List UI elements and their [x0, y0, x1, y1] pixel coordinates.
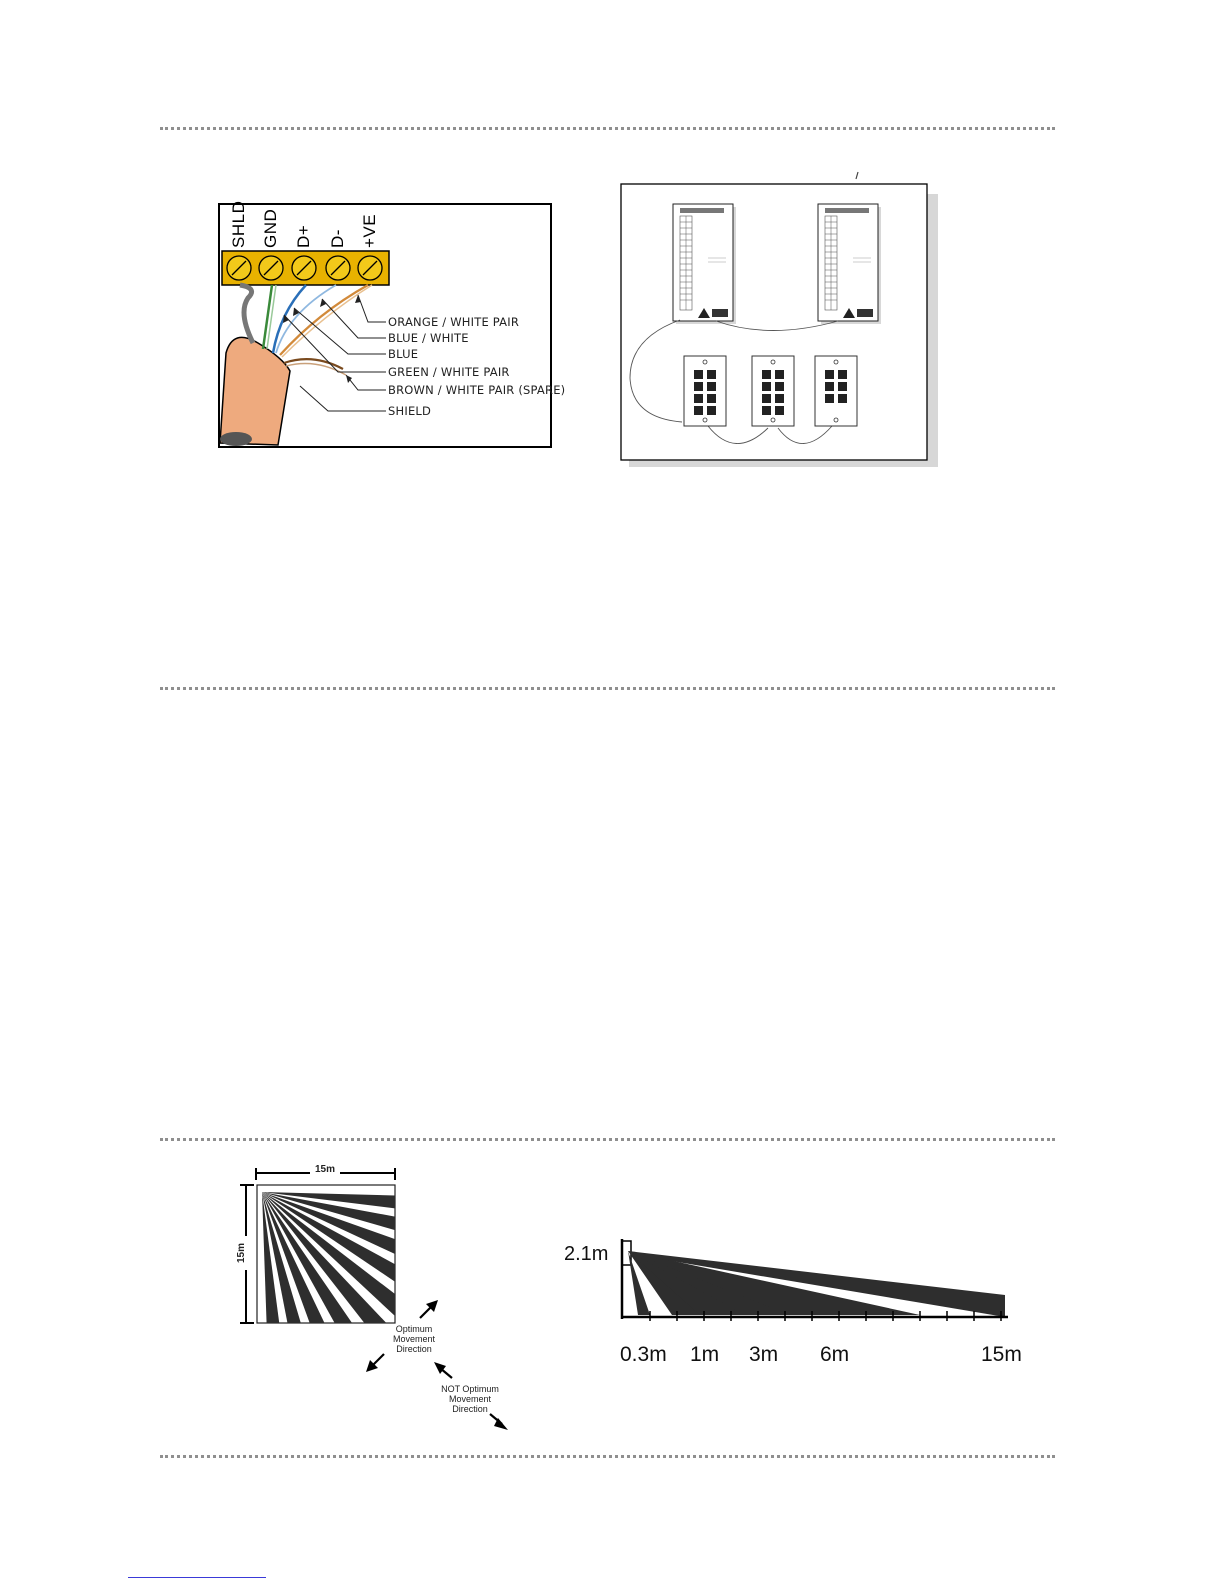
section-divider-3 — [160, 1138, 1055, 1141]
terminal-label-gnd: GND — [261, 208, 280, 248]
keypad-2 — [752, 356, 794, 426]
wire-label-green-white: GREEN / WHITE PAIR — [388, 365, 510, 379]
optimum-direction-label: Optimum Movement Direction — [392, 1324, 436, 1354]
wire-label-blue-white: BLUE / WHITE — [388, 331, 469, 345]
wire-label-shield: SHIELD — [388, 404, 432, 418]
terminal-label-ve: +VE — [360, 213, 379, 248]
section-divider-4 — [160, 1455, 1055, 1458]
distance-label-15m: 15m — [981, 1343, 1022, 1366]
wire-label-blue: BLUE — [388, 347, 419, 361]
cable-end — [220, 432, 252, 446]
plan-depth-label: 15m — [236, 1243, 247, 1264]
plan-width-label: 15m — [314, 1164, 335, 1175]
wire-label-orange-white: ORANGE / WHITE PAIR — [388, 315, 520, 329]
network-diagram — [620, 168, 940, 470]
distance-label-3m: 3m — [749, 1343, 779, 1366]
terminal-label-d-plus: D+ — [294, 224, 313, 248]
section-divider-2 — [160, 687, 1055, 690]
keypad-3 — [815, 356, 857, 426]
distance-label-6m: 6m — [820, 1343, 850, 1366]
terminal-label-shld: SHLD — [229, 200, 248, 248]
wire-label-brown-white: BROWN / WHITE PAIR (SPARE) — [388, 383, 566, 397]
sensor-coverage-plan — [236, 1164, 530, 1433]
distance-label-1m: 1m — [690, 1343, 720, 1366]
section-divider-1 — [160, 127, 1055, 130]
dimmer-module-1 — [673, 204, 736, 324]
terminal-label-d-minus: D- — [328, 229, 347, 248]
dimmer-module-2 — [818, 204, 881, 324]
not-optimum-direction-label: NOT Optimum Movement Direction — [441, 1384, 499, 1414]
mount-height-label: 2.1m — [564, 1243, 609, 1265]
distance-label-0-3m: 0.3m — [620, 1343, 667, 1366]
keypad-1 — [684, 356, 726, 426]
footer-link-underline — [128, 1577, 266, 1578]
network-diagram-graphic — [620, 168, 940, 470]
